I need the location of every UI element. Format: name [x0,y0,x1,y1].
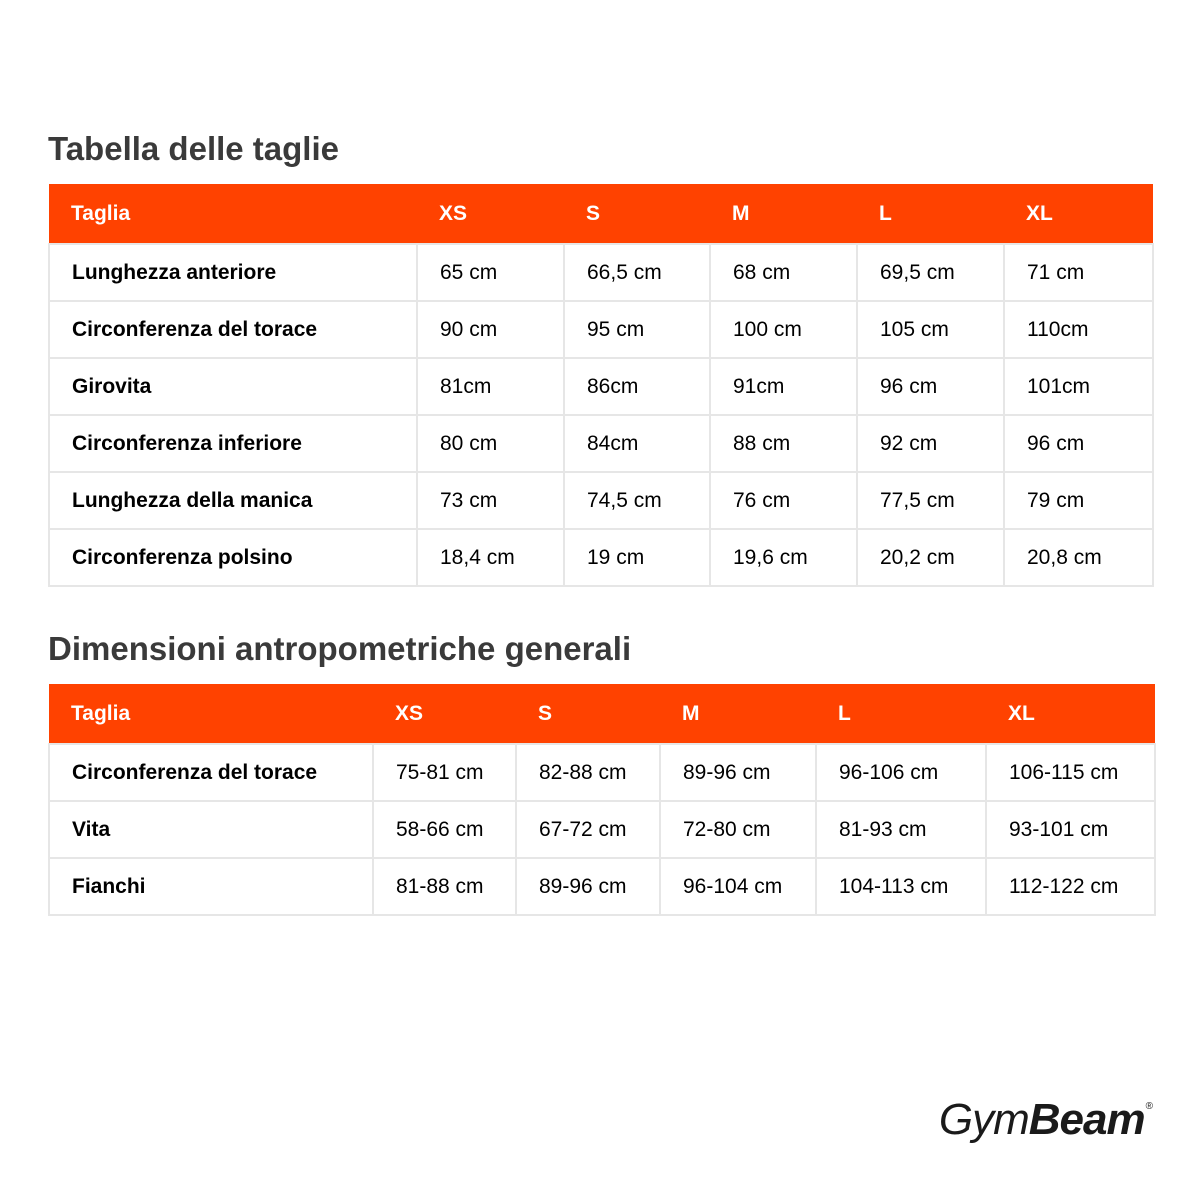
table-cell: 100 cm [710,301,857,358]
column-header: L [816,684,986,744]
table-cell: 77,5 cm [857,472,1004,529]
column-header: XL [986,684,1155,744]
row-label: Girovita [49,358,417,415]
row-label: Lunghezza anteriore [49,244,417,301]
table-cell: 105 cm [857,301,1004,358]
table-row [49,358,1153,415]
table-cell: 79 cm [1004,472,1153,529]
size-chart-title: Tabella delle taglie [48,130,339,167]
column-header: XL [1004,184,1153,244]
column-header: S [564,184,710,244]
table-cell: 80 cm [417,415,564,472]
table-cell: 110cm [1004,301,1153,358]
logo-text-gym: Gym [938,1095,1029,1144]
table-cell: 75-81 cm [373,744,516,801]
table-row [49,244,1153,301]
table-cell: 90 cm [417,301,564,358]
table-cell: 104-113 cm [816,858,986,915]
table-header-row [49,684,1155,744]
size-chart-table [48,184,1154,587]
row-label: Fianchi [49,858,373,915]
table-row [49,415,1153,472]
table-cell: 72-80 cm [660,801,816,858]
table-cell: 96 cm [1004,415,1153,472]
table-cell: 20,2 cm [857,529,1004,586]
column-header: M [710,184,857,244]
table-row [49,301,1153,358]
column-header: Taglia [49,184,417,244]
table-row [49,801,1155,858]
row-label: Circonferenza del torace [49,301,417,358]
table-cell: 18,4 cm [417,529,564,586]
table-cell: 69,5 cm [857,244,1004,301]
table-cell: 88 cm [710,415,857,472]
table-cell: 93-101 cm [986,801,1155,858]
row-label: Lunghezza della manica [49,472,417,529]
table-cell: 81cm [417,358,564,415]
table-cell: 91cm [710,358,857,415]
table-row [49,858,1155,915]
column-header: S [516,684,660,744]
table-cell: 101cm [1004,358,1153,415]
table-cell: 76 cm [710,472,857,529]
column-header: M [660,684,816,744]
table-cell: 96 cm [857,358,1004,415]
body-measurements-title: Dimensioni antropometriche generali [48,630,632,667]
table-row [49,529,1153,586]
table-cell: 106-115 cm [986,744,1155,801]
logo-text-beam: Beam [1028,1095,1145,1144]
column-header: Taglia [49,684,373,744]
table-cell: 20,8 cm [1004,529,1153,586]
row-label: Circonferenza inferiore [49,415,417,472]
table-cell: 73 cm [417,472,564,529]
row-label: Vita [49,801,373,858]
table-cell: 66,5 cm [564,244,710,301]
table-cell: 58-66 cm [373,801,516,858]
table-cell: 67-72 cm [516,801,660,858]
column-header: XS [417,184,564,244]
table-cell: 81-93 cm [816,801,986,858]
table-cell: 84cm [564,415,710,472]
gymbeam-logo [938,1095,1152,1144]
table-header-row [49,184,1153,244]
table-cell: 74,5 cm [564,472,710,529]
table-cell: 81-88 cm [373,858,516,915]
table-cell: 68 cm [710,244,857,301]
table-cell: 92 cm [857,415,1004,472]
table-cell: 96-106 cm [816,744,986,801]
table-cell: 95 cm [564,301,710,358]
table-row [49,472,1153,529]
table-cell: 82-88 cm [516,744,660,801]
table-cell: 65 cm [417,244,564,301]
table-cell: 112-122 cm [986,858,1155,915]
row-label: Circonferenza del torace [49,744,373,801]
table-cell: 19 cm [564,529,710,586]
table-cell: 86cm [564,358,710,415]
table-cell: 89-96 cm [516,858,660,915]
column-header: L [857,184,1004,244]
table-cell: 19,6 cm [710,529,857,586]
row-label: Circonferenza polsino [49,529,417,586]
column-header: XS [373,684,516,744]
table-row [49,744,1155,801]
table-cell: 96-104 cm [660,858,816,915]
body-measurements-table [48,684,1156,916]
table-cell: 89-96 cm [660,744,816,801]
registered-mark: ® [1145,1101,1152,1112]
table-cell: 71 cm [1004,244,1153,301]
